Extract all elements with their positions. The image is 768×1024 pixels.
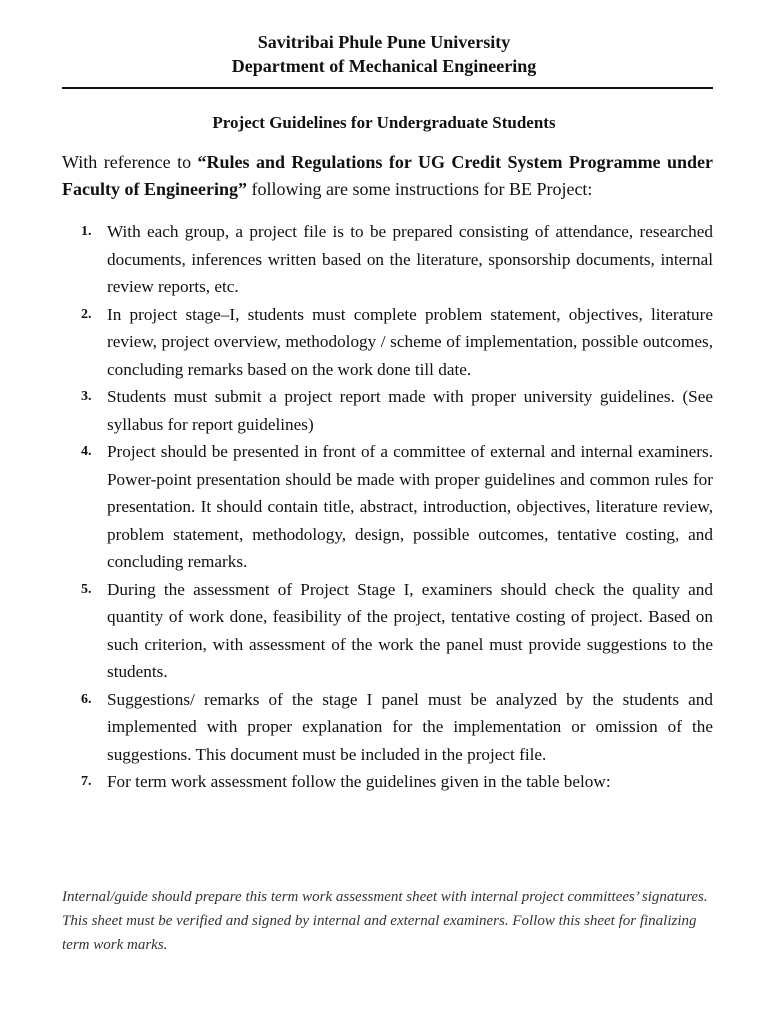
list-item [62,576,713,686]
list-item-text: In project stage–I, students must complete problem statement, objectives, literature review, project overview, methodology / scheme of implementation, possible outcomes, concluding remarks based on the work done till date. [107,304,713,379]
list-item [62,438,713,576]
list-item-number: 2. [81,306,92,322]
list-item [62,686,713,769]
header-divider [62,87,713,89]
list-item [62,218,713,301]
document-header [0,30,768,78]
intro-prefix: With reference to [62,152,198,172]
list-item-number: 1. [81,224,92,239]
list-item-text: Students must submit a project report made with proper university guidelines. (See syllabus for report guidelines) [107,387,713,434]
document-subtitle: Project Guidelines for Undergraduate Students [212,113,556,132]
list-item [62,383,713,438]
intro-suffix: following are some instructions for BE Project: [247,179,593,199]
department-name: Department of Mechanical Engineering [231,56,537,76]
list-item [62,768,713,796]
university-name: Savitribai Phule Pune University [257,32,511,52]
intro-paragraph [62,149,713,203]
list-item-number: 7. [81,774,92,789]
assessment-note: Internal/guide should prepare this term work assessment sheet with internal project committees’ signatures. This sheet must be verified and signed by internal and external examiners. Follow this sheet for finalizing term work marks. [62,889,708,953]
list-item-text: With each group, a project file is to be prepared consisting of attendance, researched documents, inferences written based on the literature, sponsorship documents, internal review reports, etc. [107,222,713,296]
list-item-text: Project should be presented in front of a committee of external and internal examiners. Power-point presentation should be made with proper guidelines and common rules for presentation. It should contain title, abstract, introduction, objectives, literature review, problem statement, methodology, design, possible outcomes, tentative costing, and concluding remarks. [107,442,713,571]
list-item-text: During the assessment of Project Stage I, examiners should check the quality and quantity of work done, feasibility of the project, tentative costing of project. Based on such criterion, with assessment of the work the panel must provide suggestions to the students. [107,579,713,681]
guidelines-list [62,218,713,796]
list-item-number: 6. [81,691,92,707]
list-item-number: 4. [81,444,92,459]
list-item-number: 3. [81,389,92,404]
list-item-number: 5. [81,581,92,597]
list-item-text: Suggestions/ remarks of the stage I panel must be analyzed by the students and implemented with proper explanation for the implementation or omission of the suggestions. This document must be included in the project file. [107,689,713,764]
intro-rules-title: “Rules and Regulations for UG Credit System Programme under Faculty of Engineering” [62,152,713,199]
list-item [62,301,713,384]
list-item-text: For term work assessment follow the guidelines given in the table below: [107,772,611,791]
